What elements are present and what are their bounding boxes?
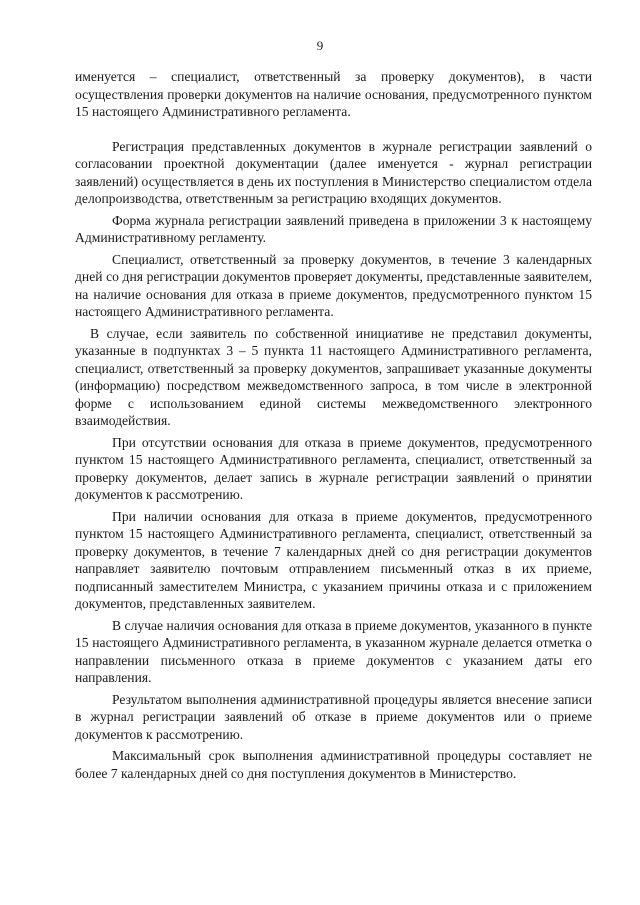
paragraph-10: Максимальный срок выполнения административной процедуры составляет не более 7 календарных дней со дня поступления документов в Министерство. (75, 748, 592, 781)
paragraph-3: Форма журнала регистрации заявлений приведена в приложении 3 к настоящему Административному регламенту. (75, 212, 592, 245)
paragraph-2: Регистрация представленных документов в журнале регистрации заявлений о согласовании проектной документации (далее именуется - журнал регистрации заявлений) осуществляется в день их поступления в Министерство специалистом отдела делопроизводства, ответственным за регистрацию входящих документов. (75, 138, 592, 206)
paragraph-4: Специалист, ответственный за проверку документов, в течение 3 календарных дней со дня регистрации документов проверяет документы, представленные заявителем, на наличие основания для отказа в приеме документов, предусмотренного пунктом 15 настоящего Административного регламента. (75, 251, 592, 319)
document-body (75, 68, 592, 782)
paragraph-6: При отсутствии основания для отказа в приеме документов, предусмотренного пунктом 15 настоящего Административного регламента, специалист, ответственный за проверку документов, делает запись в журнале регистрации заявлений о принятии документов к рассмотрению. (75, 434, 592, 502)
paragraph-7: При наличии основания для отказа в приеме документов, предусмотренного пунктом 15 настоящего Административного регламента, специалист, ответственный за проверку документов, в течение 7 календарных дней со дня регистрации документов направляет заявителю почтовым отправлением письменный отказ в их приеме, подписанный заместителем Министра, с указанием причины отказа и с приложением документов, представленных заявителем. (75, 508, 592, 611)
paragraph-8: В случае наличия основания для отказа в приеме документов, указанного в пункте 15 настоящего Административного регламента, в указанном журнале делается отметка о направлении письменного отказа в приеме документов с указанием даты его направления. (75, 617, 592, 685)
paragraph-5: В случае, если заявитель по собственной инициативе не представил документы, указанные в подпунктах 3 – 5 пункта 11 настоящего Административного регламента, специалист, ответственный за проверку документов, запрашивает указанные документы (информацию) посредством межведомственного запроса, в том числе в электронной форме с использованием единой системы межведомственного электронного взаимодействия. (75, 325, 592, 428)
paragraph-1: именуется – специалист, ответственный за проверку документов), в части осуществления проверки документов на наличие основания, предусмотренного пунктом 15 настоящего Административного регламента. (75, 69, 592, 119)
page-number: 9 (316, 38, 324, 53)
paragraph-9: Результатом выполнения административной процедуры является внесение записи в журнал регистрации заявлений об отказе в приеме документов или о приеме документов к рассмотрению. (75, 691, 592, 742)
